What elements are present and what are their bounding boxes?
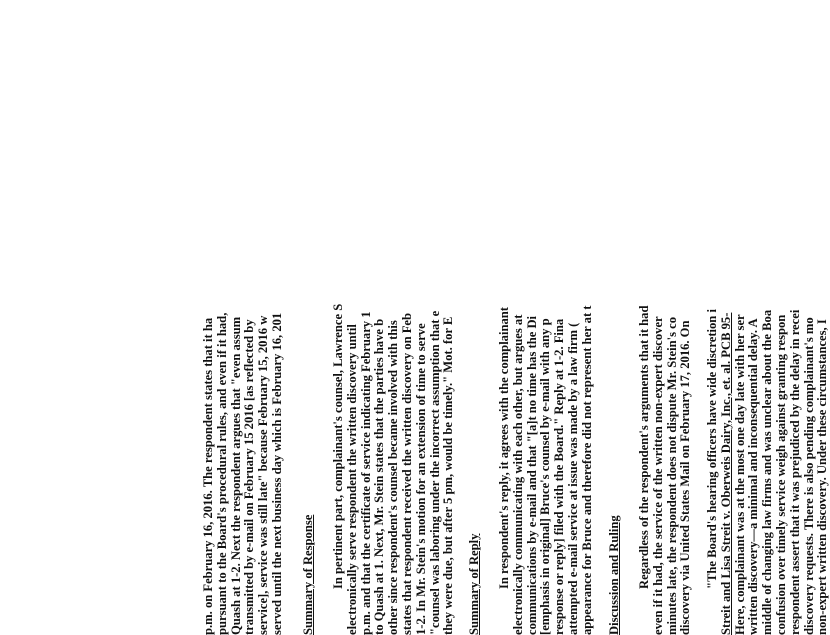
text-line: to Quash at 1. Next, Mr. Stein states that the parties have b (372, 318, 387, 635)
reply-paragraph (498, 0, 595, 635)
final-paragraph (706, 0, 830, 635)
rotated-page (180, 0, 830, 635)
text-line: Here, complainant was at the most one day late with her ser (732, 314, 747, 635)
text-line: pursuant to the Board's procedural rules, and even if it had, (214, 312, 229, 635)
text-line: middle of changing law firms and was unclear about the Boa (760, 309, 775, 635)
text-line: Streit and Lisa Streit v. Oberweis Dairy, Inc., et. al. PCB 95- (718, 312, 733, 635)
heading-summary-reply: Summary of Reply (467, 533, 481, 635)
text-line: states that respondent received the written discovery on Feb (399, 312, 414, 635)
text-line: "The Board's hearing officers have wide discretion i (705, 309, 719, 589)
text-line: communications by e-mail and that "[a]t no time has the Di (524, 315, 539, 635)
opening-paragraph (202, 0, 285, 635)
text-line: they were due, but after 5 pm, would be timely." Mot. for E (441, 316, 456, 635)
text-line: Quash at 1-2. Next the respondent argues that "even assum (228, 316, 243, 635)
text-line: minutes late, the respondent does not dispute Mr. Stein's co (664, 316, 679, 635)
text-line: non-expert written discovery. Under these circumstances, I (815, 319, 830, 635)
text-line: In respondent's reply, it agrees with the complainant (497, 307, 511, 589)
text-line: service], service was still late" because February 15, 2016 w (256, 315, 271, 635)
text-line: electronically serve respondent the written discovery until (344, 324, 359, 635)
text-line: attempted e-mail service at issue was made by a law firm ( (565, 322, 580, 635)
text-line: Regardless of the respondent's arguments that it had (637, 305, 651, 589)
text-line: confusion over timely service weigh against granting respon (773, 314, 788, 635)
text-line: p.m. and that the certificate of service indicating February 1 (358, 311, 373, 635)
heading-discussion-ruling: Discussion and Ruling (607, 515, 621, 635)
heading-summary-response: Summary of Response (301, 514, 315, 635)
text-line: written discovery—a minimal and inconsequential delay. A (746, 318, 761, 635)
text-line: served until the next business day which is February 16, 201 (269, 312, 284, 635)
page-number (180, 0, 194, 635)
text-line: p.m. on February 16, 2016. The respondent states that it ha (201, 317, 215, 635)
text-line: appearance for Bruce and therefore did not represent her at t (579, 305, 594, 635)
text-line: electronically communicating with each other, but argues at (510, 314, 525, 635)
text-line: respondent assert that it was prejudiced by the delay in recei (787, 309, 802, 635)
text-line: other since respondent's counsel became involved with this (386, 320, 401, 635)
ruling-paragraph (638, 0, 693, 635)
text-line: [emphasis in original] Bruce's counsel by e-mail with any p (538, 318, 553, 635)
text-line: even if it had, the service of the written non-expert discover (650, 316, 665, 635)
text-line: response or reply] filed with the Board." Reply at 1-2. Fina (552, 318, 567, 635)
text-line: discovery requests. There is also pending complainant's mo (801, 317, 816, 635)
text-line: In pertinent part, complainant's counsel, Lawrence S (331, 303, 345, 589)
text-line: discovery via United States Mail on February 17, 2016. On (678, 320, 693, 635)
text-line: 1-2. In Mr. Stein's motion for an extension of time to serve (413, 323, 428, 635)
text-line: transmitted by e-mail on February 15 2016 [as reflected by (242, 319, 257, 635)
text-line: "counsel was laboring under the incorrect assumption that e (427, 310, 442, 635)
response-paragraph (332, 0, 456, 635)
